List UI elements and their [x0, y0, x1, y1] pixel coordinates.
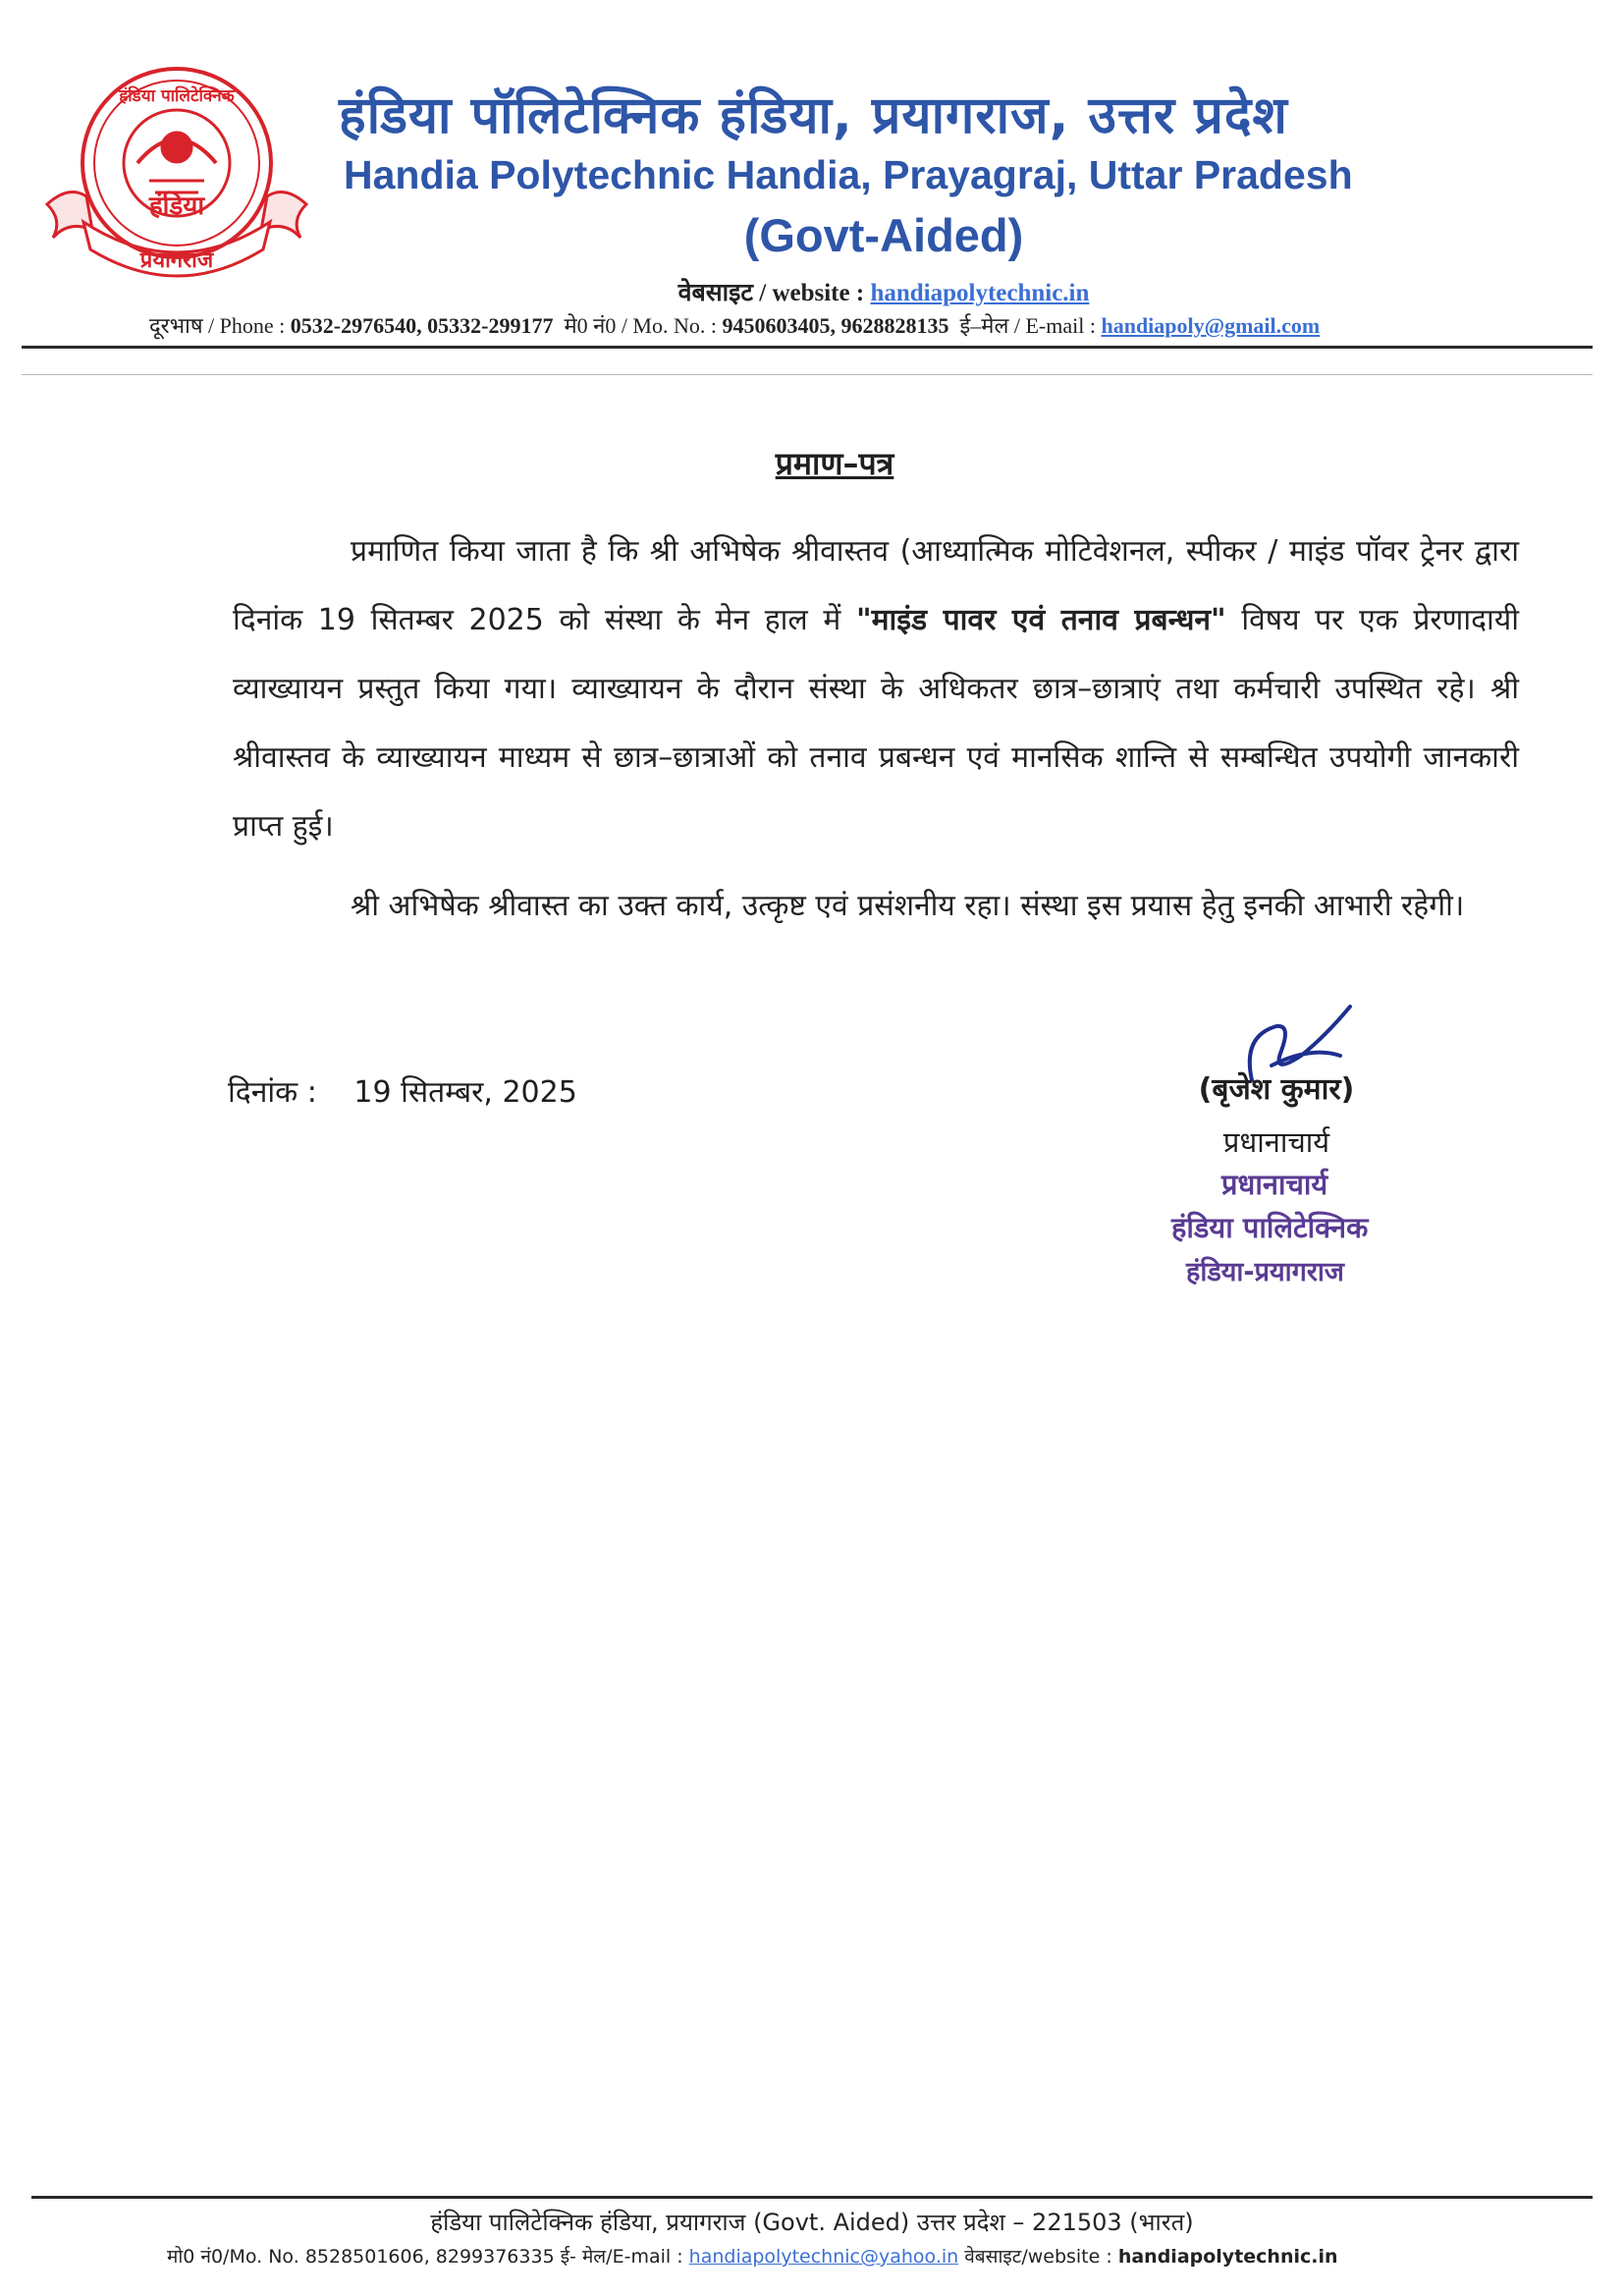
footer-divider: [31, 2196, 1593, 2199]
lecture-topic: "माइंड पावर एवं तनाव प्रबन्धन": [855, 603, 1226, 637]
footer-address: हंडिया पालिटेक्निक हंडिया, प्रयागराज (Govt. Aided) उत्तर प्रदेश – 221503 (भारत): [430, 2209, 1194, 2236]
institute-name-english: Handia Polytechnic Handia, Prayagraj, Uttar Pradesh: [344, 152, 1353, 197]
certificate-paragraph-1: [233, 518, 1519, 861]
footer-website-link[interactable]: handiapolytechnic.in: [1117, 2246, 1338, 2268]
footer-mobile: 8528501606, 8299376335: [304, 2246, 555, 2268]
email-link[interactable]: handiapoly@gmail.com: [1101, 313, 1321, 338]
footer-website-label: वेबसाइट/website :: [964, 2246, 1112, 2268]
date-value: 19 सितम्बर, 2025: [353, 1075, 577, 1110]
website-line: वेबसाइट / website : handiapolytechnic.in: [677, 280, 1090, 306]
header-divider-thin: [22, 374, 1593, 375]
phone-value: 0532-2976540, 05332-299177: [290, 313, 554, 338]
stamp-line-1: प्रधानाचार्य: [1221, 1168, 1328, 1201]
logo-text-ribbon: प्रयागराज: [139, 248, 214, 273]
date-label: दिनांक :: [228, 1075, 317, 1110]
issue-date: [228, 1070, 577, 1111]
logo-text-mid: हंडिया: [148, 191, 205, 221]
institute-name-hindi: हंडिया पॉलिटेक्निक हंडिया, प्रयागराज, उत्तर प्रदेश: [339, 86, 1288, 145]
signatory-name: (बृजेश कुमार): [1198, 1072, 1355, 1107]
footer-mobile-label: मो0 नं0/Mo. No.: [167, 2246, 299, 2268]
website-link[interactable]: handiapolytechnic.in: [870, 280, 1090, 306]
para1-intro: प्रमाणित किया जाता है कि श्री अभिषेक श्रीवास्तव (आध्यात्मिक मोटिवेशनल, स्पीकर / माइंड पॉवर ट्रेनर द्वारा दिनांक 19 सितम्बर 2025 को संस्था के मेन हाल में: [233, 534, 1519, 637]
header-divider: [22, 346, 1593, 349]
footer-email-label: ई- मेल/E-mail :: [560, 2246, 683, 2268]
logo-text-top: हंडिया पालिटेक्निक: [119, 86, 235, 106]
phone-label: दूरभाष / Phone :: [149, 313, 286, 338]
contact-line: [149, 310, 1320, 340]
institute-status: (Govt-Aided): [743, 209, 1024, 261]
email-label: ई–मेल / E-mail :: [959, 313, 1096, 338]
para1-rest: विषय पर एक प्रेरणादायी व्याख्यायन प्रस्तुत किया गया। व्याख्यायन के दौरान संस्था के अधिकतर छात्र–छात्राएं तथा कर्मचारी उपस्थित रहे। श्री श्रीवास्तव के व्याख्यायन माध्यम से छात्र–छात्राओं को तनाव प्रबन्धन एवं मानसिक शान्ति से सम्बन्धित उपयोगी जानकारी प्राप्त हुई।: [233, 603, 1519, 844]
footer-contact: [167, 2243, 1338, 2269]
mobile-value: 9450603405, 9628828135: [722, 313, 949, 338]
signatory-title: प्रधानाचार्य: [1222, 1125, 1330, 1159]
stamp-line-3: हंडिया-प्रयागराज: [1186, 1257, 1344, 1287]
mobile-label: मे0 नं0 / Mo. No. :: [564, 313, 717, 338]
certificate-heading: प्रमाण–पत्र: [775, 445, 894, 482]
website-label: वेबसाइट / website: [677, 280, 850, 306]
stamp-line-2: हंडिया पालिटेक्निक: [1171, 1211, 1369, 1244]
certificate-paragraph-2: श्री अभिषेक श्रीवास्त का उक्त कार्य, उत्कृष्ट एवं प्रसंशनीय रहा। संस्था इस प्रयास हेतु इनकी आभारी रहेगी।: [351, 889, 1465, 923]
footer-email-link[interactable]: handiapolytechnic@yahoo.in: [688, 2246, 959, 2268]
